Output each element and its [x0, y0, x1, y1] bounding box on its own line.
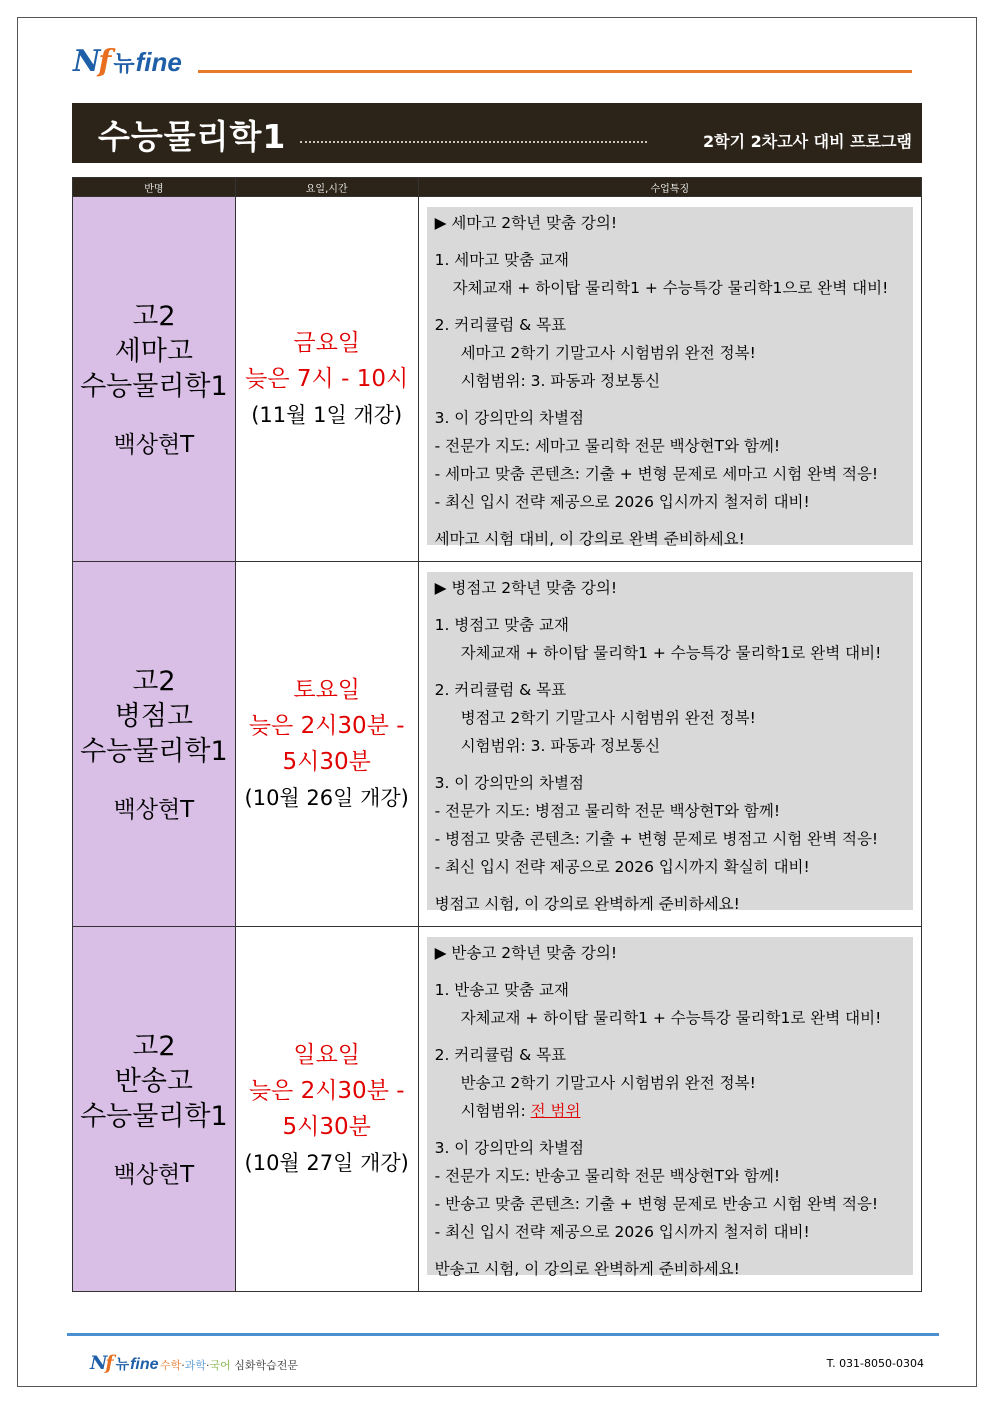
logo-korean: 뉴: [113, 52, 135, 77]
feature-intro: ▶ 반송고 2학년 맞춤 강의!: [434, 944, 618, 962]
class-subject: 수능물리학1: [80, 371, 228, 402]
footer-tagline: [160, 1357, 298, 1373]
page-subtitle: 2학기 2차고사 대비 프로그램: [703, 132, 912, 151]
feature-closing: 병점고 시험, 이 강의로 완벽하게 준비하세요!: [434, 895, 740, 913]
feature-s1-title: 1. 반송고 맞춤 교재: [434, 981, 569, 999]
range-value: 3. 파동과 정보통신: [530, 372, 661, 390]
feature-s3-item: - 최신 입시 전략 제공으로 2026 입시까지 철저히 대비!: [434, 493, 810, 511]
feature-s2-title: 2. 커리큘럼 & 목표: [434, 316, 567, 334]
tag-science: 과학: [184, 1359, 207, 1372]
range-value-highlight: 전 범위: [530, 1102, 581, 1120]
logo-mark-f: f: [98, 44, 112, 79]
features-cell: [418, 927, 921, 1292]
feature-s1-title: 1. 세마고 맞춤 교재: [434, 251, 569, 269]
feature-s3-item: - 병점고 맞춤 콘텐츠: 기출 + 변형 문제로 병점고 시험 완벽 적응!: [434, 830, 879, 848]
feature-closing: 반송고 시험, 이 강의로 완벽하게 준비하세요!: [434, 1260, 740, 1278]
range-label: 시험범위:: [460, 1102, 531, 1120]
range-label: 시험범위:: [460, 372, 531, 390]
tag-separator: ·: [181, 1359, 185, 1372]
feature-s3-item: - 세마고 맞춤 콘텐츠: 기출 + 변형 문제로 세마고 시험 완벽 적응!: [434, 465, 879, 483]
class-teacher: 백상현T: [113, 1162, 195, 1188]
feature-s3-item: - 전문가 지도: 세마고 물리학 전문 백상현T와 함께!: [434, 437, 781, 455]
class-teacher: 백상현T: [113, 432, 195, 458]
feature-s3-title: 3. 이 강의만의 차별점: [434, 774, 584, 792]
feature-s1-body: 자체교재 + 하이탑 물리학1 + 수능특강 물리학1로 완벽 대비!: [460, 1009, 882, 1027]
feature-s1-title: 1. 병점고 맞춤 교재: [434, 616, 569, 634]
class-open-date: (11월 1일 개강): [251, 403, 403, 427]
class-hours-end: 5시30분: [282, 749, 371, 775]
logo-english: fine: [135, 47, 182, 77]
feature-s3-item: - 반송고 맞춤 콘텐츠: 기출 + 변형 문제로 반송고 시험 완벽 적응!: [434, 1195, 879, 1213]
col-header-features: 수업특징: [418, 178, 921, 197]
feature-s2-range: [435, 1097, 907, 1125]
table-header-row: [73, 178, 922, 197]
footer-phone: T. 031-8050-0304: [826, 1357, 924, 1370]
features-box: [427, 207, 913, 548]
title-leader-dots: [300, 141, 647, 143]
footer-rule: [67, 1333, 939, 1336]
logo-mark-n: N: [90, 1352, 108, 1374]
feature-s2-body: 반송고 2학기 기말고사 시험범위 완전 정복!: [460, 1074, 756, 1092]
feature-s2-title: 2. 커리큘럼 & 목표: [434, 1046, 567, 1064]
tag-math: 수학: [160, 1359, 182, 1372]
feature-s2-range: [435, 732, 907, 760]
logo-korean: 뉴: [115, 1357, 130, 1373]
class-day: 금요일: [293, 330, 361, 356]
col-header-class: 반명: [73, 178, 236, 197]
table-row: [73, 197, 922, 562]
logo-mark-n: N: [73, 44, 101, 79]
class-cell: [73, 562, 236, 927]
time-cell: [235, 197, 418, 562]
logo-english: fine: [130, 1356, 159, 1373]
feature-s2-range: [435, 367, 907, 395]
feature-s3-item: - 전문가 지도: 병점고 물리학 전문 백상현T와 함께!: [434, 802, 781, 820]
class-grade: 고2: [132, 666, 176, 697]
class-school: 병점고: [114, 701, 194, 732]
time-cell: [235, 562, 418, 927]
page-title: 수능물리학1: [98, 117, 287, 156]
feature-s3-item: - 최신 입시 전략 제공으로 2026 입시까지 확실히 대비!: [434, 858, 810, 876]
features-box: [427, 937, 913, 1278]
class-hours-end: 5시30분: [282, 1114, 371, 1140]
feature-s2-body: 세마고 2학기 기말고사 시험범위 완전 정복!: [460, 344, 756, 362]
features-cell: [418, 197, 921, 562]
class-subject: 수능물리학1: [80, 736, 228, 767]
class-hours: 늦은 7시 - 10시: [245, 366, 409, 392]
title-bar: [72, 103, 922, 163]
range-label: 시험범위:: [460, 737, 531, 755]
feature-intro: ▶ 병점고 2학년 맞춤 강의!: [434, 579, 618, 597]
class-day: 토요일: [293, 677, 361, 703]
class-cell: [73, 197, 236, 562]
header-rule: [198, 70, 912, 73]
feature-s2-title: 2. 커리큘럼 & 목표: [434, 681, 567, 699]
class-school: 세마고: [114, 336, 194, 367]
tag-separator: ·: [206, 1359, 210, 1372]
feature-s3-item: - 전문가 지도: 반송고 물리학 전문 백상현T와 함께!: [434, 1167, 781, 1185]
class-school: 반송고: [114, 1066, 194, 1097]
feature-s3-title: 3. 이 강의만의 차별점: [434, 1139, 584, 1157]
class-open-date: (10월 27일 개강): [244, 1151, 409, 1175]
table-row: [73, 927, 922, 1292]
class-grade: 고2: [132, 1031, 176, 1062]
range-value: 3. 파동과 정보통신: [530, 737, 661, 755]
class-teacher: 백상현T: [113, 797, 195, 823]
time-cell: [235, 927, 418, 1292]
class-day: 일요일: [293, 1042, 361, 1068]
schedule-table: [72, 177, 922, 1292]
class-hours: 늦은 2시30분 -: [248, 1078, 405, 1104]
class-grade: 고2: [132, 301, 176, 332]
class-cell: [73, 927, 236, 1292]
table-row: [73, 562, 922, 927]
feature-s2-body: 병점고 2학기 기말고사 시험범위 완전 정복!: [460, 709, 756, 727]
feature-s1-body: 자체교재 + 하이탑 물리학1 + 수능특강 물리학1로 완벽 대비!: [460, 644, 882, 662]
feature-intro: ▶ 세마고 2학년 맞춤 강의!: [434, 214, 618, 232]
tag-korean: 국어: [209, 1359, 231, 1372]
features-box: [427, 572, 913, 913]
feature-s1-body: 자체교재 + 하이탑 물리학1 + 수능특강 물리학1으로 완벽 대비!: [452, 279, 889, 297]
class-subject: 수능물리학1: [80, 1101, 228, 1132]
feature-closing: 세마고 시험 대비, 이 강의로 완벽 준비하세요!: [434, 530, 745, 548]
feature-s3-item: - 최신 입시 전략 제공으로 2026 입시까지 철저히 대비!: [434, 1223, 810, 1241]
feature-s3-title: 3. 이 강의만의 차별점: [434, 409, 584, 427]
footer-logo: [90, 1352, 159, 1374]
logo-mark-f: f: [105, 1352, 114, 1374]
brand-logo: [73, 44, 182, 79]
col-header-time: 요일,시간: [235, 178, 418, 197]
tag-rest: 심화학습전문: [230, 1359, 299, 1372]
class-open-date: (10월 26일 개강): [244, 786, 409, 810]
features-cell: [418, 562, 921, 927]
class-hours: 늦은 2시30분 -: [248, 713, 405, 739]
